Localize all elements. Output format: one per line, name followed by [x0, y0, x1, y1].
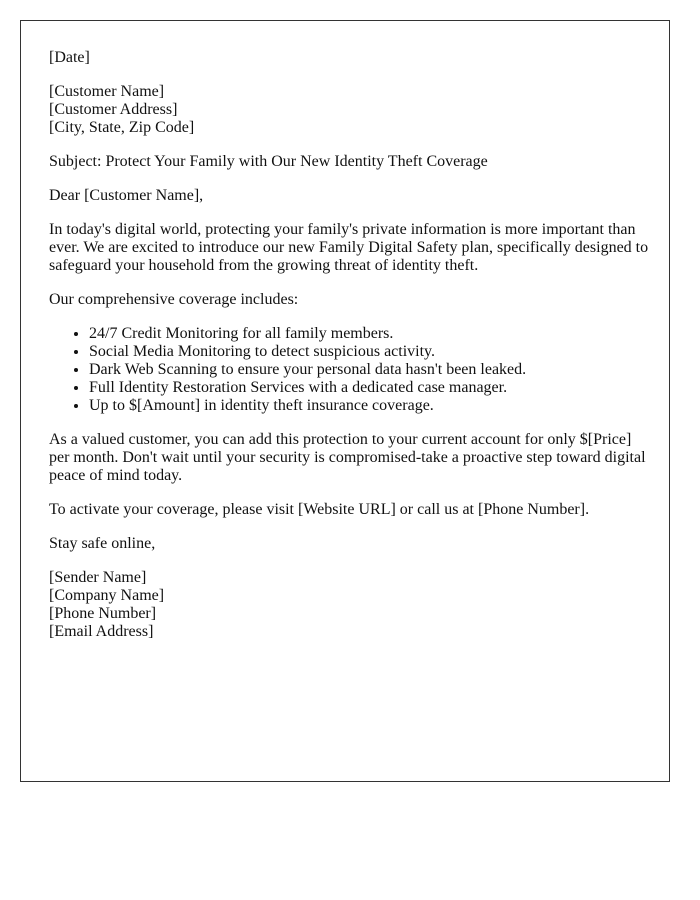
recipient-address: [Customer Address] — [49, 101, 178, 118]
letter-date: [Date] — [49, 49, 90, 66]
coverage-item: • Dark Web Scanning to ensure your personal data hasn't been leaked. — [89, 361, 649, 379]
sender-phone: [Phone Number] — [49, 605, 157, 622]
coverage-list — [49, 325, 649, 415]
sender-email: [Email Address] — [49, 623, 154, 640]
coverage-item: • Up to $[Amount] in identity theft insurance coverage. — [89, 397, 649, 415]
coverage-heading: Our comprehensive coverage includes: — [49, 291, 299, 308]
sender-name: [Sender Name] — [49, 569, 147, 586]
recipient-address-block — [49, 83, 649, 137]
letter-salutation: Dear [Customer Name], — [49, 187, 204, 204]
sender-signature-block — [49, 569, 649, 641]
sender-company: [Company Name] — [49, 587, 165, 604]
recipient-name: [Customer Name] — [49, 83, 165, 100]
coverage-item: • Social Media Monitoring to detect suspicious activity. — [89, 343, 649, 361]
letter-closing: Stay safe online, — [49, 535, 156, 552]
coverage-item: • 24/7 Credit Monitoring for all family members. — [89, 325, 649, 343]
offer-paragraph: As a valued customer, you can add this protection to your current account for only $[Price] per month. Don't wait until your security is compromised-take a proactive step toward digital peace of mind today. — [49, 431, 646, 484]
intro-paragraph: In today's digital world, protecting your family's private information is more important than ever. We are excited to introduce our new Family Digital Safety plan, specifically designed to safeguard your household from the growing threat of identity theft. — [49, 221, 649, 274]
call-to-action-paragraph: To activate your coverage, please visit [Website URL] or call us at [Phone Number]. — [49, 501, 590, 518]
letter-subject: Subject: Protect Your Family with Our New Identity Theft Coverage — [49, 153, 488, 170]
letter-container — [20, 20, 670, 782]
recipient-city-state-zip: [City, State, Zip Code] — [49, 119, 195, 136]
coverage-item: • Full Identity Restoration Services with a dedicated case manager. — [89, 379, 649, 397]
